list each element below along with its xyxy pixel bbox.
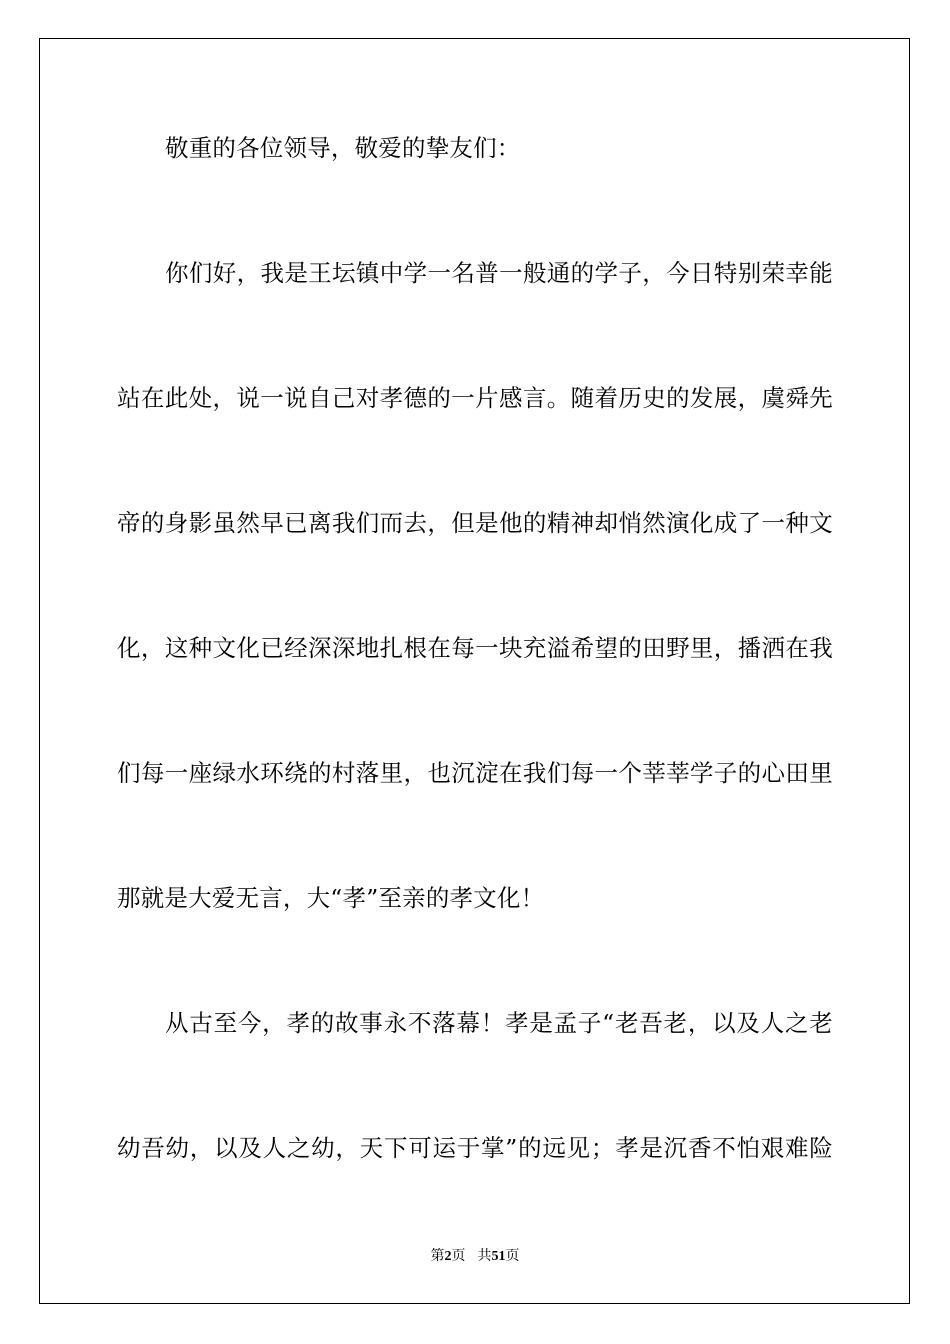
- page-number: 2: [444, 1249, 452, 1264]
- page-suffix: 页: [451, 1249, 466, 1264]
- paragraph-line: 帝的身影虽然早已离我们而去，但是他的精神却悄然演化成了一种文: [117, 509, 833, 537]
- total-suffix: 页: [505, 1249, 520, 1264]
- salutation-line: 敬重的各位领导，敬爱的挚友们：: [165, 134, 521, 162]
- page-footer: [0, 1248, 950, 1266]
- paragraph-line: 你们好，我是王坛镇中学一名普一般通的学子，今日特别荣幸能: [165, 259, 833, 287]
- page-prefix: 第: [430, 1249, 445, 1264]
- paragraph-line: 那就是大爱无言，大“孝”至亲的孝文化！: [117, 884, 545, 912]
- paragraph-line: 幼吾幼，以及人之幼，天下可运于掌”的远见；孝是沉香不怕艰难险: [117, 1134, 833, 1162]
- total-prefix: 共: [477, 1249, 492, 1264]
- paragraph-line: 化，这种文化已经深深地扎根在每一块充溢希望的田野里，播洒在我: [117, 634, 833, 662]
- total-pages: 51: [491, 1249, 506, 1264]
- paragraph-line: 从古至今，孝的故事永不落幕！孝是孟子“老吾老，以及人之老: [165, 1009, 833, 1037]
- page-frame: [39, 38, 910, 1304]
- paragraph-line: 站在此处，说一说自己对孝德的一片感言。随着历史的发展，虞舜先: [117, 384, 833, 412]
- paragraph-line: 们每一座绿水环绕的村落里，也沉淀在我们每一个莘莘学子的心田里: [117, 759, 833, 787]
